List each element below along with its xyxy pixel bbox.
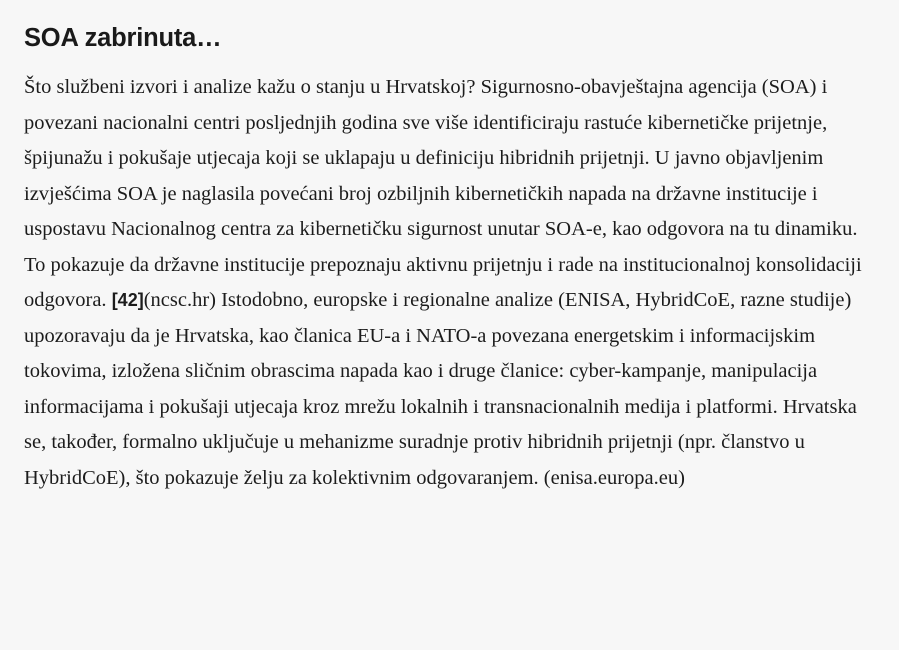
body-source-2: (enisa.europa.eu) — [543, 466, 685, 489]
body-paragraph-2: Istodobno, europske i regionalne analize (ENISA, HybridCoE, razne studije) upozoravaju da je Hrvatska, kao članica EU-a i NATO-a povezana energetskim i informacijskim tokovima, izložena sličnim obrascima napada kao i druge članice: cyber-kampanje, manipulacija informacijama i pokušaji utjecaja kroz mrežu lokalnih i transnacionalnih medija i platformi. Hrvatska se, također, formalno uključuje u mehanizme suradnje protiv hibridnih prijetnji (npr. članstvo u HybridCoE), što pokazuje želju za kolektivnim odgovaranjem. — [24, 289, 857, 489]
body-paragraph-1: Što službeni izvori i analize kažu o stanju u Hrvatskoj? Sigurnosno-obavještajna agencija (SOA) i povezani nacionalni centri posljednjih godina sve više identificiraju rastuće kibernetičke prijetnje, špijunažu i pokušaje utjecaja koji se uklapaju u definiciju hibridnih prijetnji. U javno objavljenim izvješćima SOA je naglasila povećani broj ozbiljnih kibernetičkih napada na državne institucije i uspostavu Nacionalnog centra za kibernetičku sigurnost unutar SOA-e, kao odgovora na tu dinamiku. To pokazuje da državne institucije prepoznaju aktivnu prijetnju i rade na institucionalnoj konsolidaciji odgovora. — [24, 76, 862, 311]
page-title: SOA zabrinuta… — [24, 24, 222, 52]
article-body — [24, 70, 875, 496]
body-source-1: (ncsc.hr) — [143, 289, 216, 311]
citation-reference-42[interactable]: [42] — [111, 290, 144, 310]
